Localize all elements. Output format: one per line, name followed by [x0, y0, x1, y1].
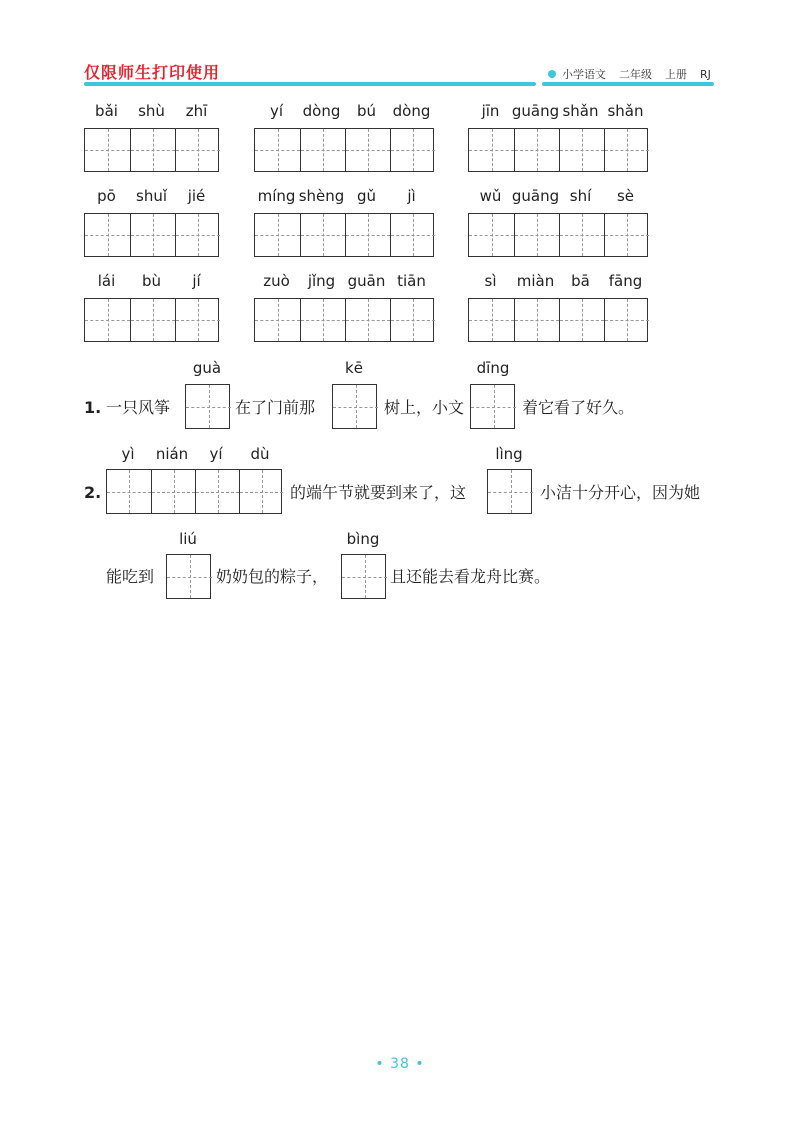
- cell-guide-horizontal: [176, 150, 220, 151]
- q2-text-5: 且还能去看龙舟比赛。: [390, 567, 551, 586]
- volume-label: 上册: [665, 68, 687, 81]
- cell-guide-horizontal: [515, 150, 559, 151]
- writing-cell[interactable]: [559, 129, 604, 171]
- cell-guide-horizontal: [515, 320, 559, 321]
- q1-text-3: 树上，小文: [384, 398, 465, 417]
- pinyin-label: zuò: [263, 272, 290, 290]
- pinyin-label: shí: [569, 187, 592, 205]
- writing-grid-r2-g2[interactable]: [254, 213, 434, 257]
- writing-cell[interactable]: [130, 129, 175, 171]
- pinyin-label: guān: [347, 272, 386, 290]
- writing-cell[interactable]: [130, 214, 175, 256]
- cell-guide-horizontal: [107, 492, 151, 493]
- cell-guide-horizontal: [131, 235, 175, 236]
- writing-cell[interactable]: [255, 129, 300, 171]
- pinyin-label: sè: [616, 187, 635, 205]
- q2-blank1-box[interactable]: [106, 469, 282, 514]
- q1-text-2: 在了门前那: [235, 398, 316, 417]
- q2-text-1: 的端午节就要到来了，这: [290, 483, 467, 502]
- pinyin-label: sì: [484, 272, 497, 290]
- cell-guide-horizontal: [131, 320, 175, 321]
- pinyin-label: jí: [192, 272, 201, 290]
- writing-cell[interactable]: [255, 214, 300, 256]
- writing-cell[interactable]: [604, 214, 649, 256]
- cell-guide-horizontal: [176, 320, 220, 321]
- cell-guide-horizontal: [560, 150, 604, 151]
- pinyin-label: jǐng: [307, 272, 336, 290]
- pinyin-label: jié: [187, 187, 206, 205]
- cell-guide-horizontal: [85, 150, 130, 151]
- q1-text-4: 着它看了好久。: [522, 398, 635, 417]
- writing-grid-r1-g2[interactable]: [254, 128, 434, 172]
- q1-blank3-pinyin: dīng: [476, 359, 510, 377]
- cell-guide-horizontal: [301, 320, 345, 321]
- q2-blank4-pinyin: bìng: [346, 530, 380, 548]
- cell-guide-horizontal: [391, 150, 435, 151]
- cell-guide-horizontal: [301, 235, 345, 236]
- q1-blank1-box[interactable]: [185, 384, 230, 429]
- writing-cell[interactable]: [239, 470, 283, 513]
- writing-cell[interactable]: [514, 214, 559, 256]
- cell-guide-horizontal: [152, 492, 195, 493]
- pinyin-label: bǎi: [95, 102, 118, 120]
- writing-cell[interactable]: [167, 555, 212, 598]
- pinyin-label: bā: [571, 272, 590, 290]
- q1-blank2-box[interactable]: [332, 384, 377, 429]
- pinyin-label: shù: [138, 102, 165, 120]
- cell-guide-horizontal: [346, 235, 390, 236]
- cell-guide-horizontal: [471, 407, 516, 408]
- cell-guide-horizontal: [469, 320, 514, 321]
- writing-cell[interactable]: [469, 214, 514, 256]
- writing-grid-r3-g1[interactable]: [84, 298, 219, 342]
- writing-cell[interactable]: [151, 470, 195, 513]
- pinyin-label: tiān: [397, 272, 426, 290]
- pinyin-label: zhī: [185, 102, 208, 120]
- writing-cell[interactable]: [300, 129, 345, 171]
- pinyin-label: pō: [97, 187, 116, 205]
- cell-guide-horizontal: [255, 235, 300, 236]
- writing-cell[interactable]: [186, 385, 231, 428]
- cell-guide-horizontal: [301, 150, 345, 151]
- cell-guide-horizontal: [469, 150, 514, 151]
- q1-blank1-pinyin: guà: [192, 359, 222, 377]
- cell-guide-horizontal: [196, 492, 239, 493]
- pinyin-label: míng: [257, 187, 296, 205]
- pinyin-label: bú: [356, 102, 377, 120]
- q2-text-3: 能吃到: [106, 567, 155, 586]
- q2-blank1-pinyin-2: nián: [155, 445, 189, 463]
- cell-guide-horizontal: [346, 150, 390, 151]
- pinyin-label: lái: [97, 272, 116, 290]
- q2-blank3-box[interactable]: [166, 554, 211, 599]
- pinyin-label: dòng: [302, 102, 341, 120]
- cell-guide-horizontal: [176, 235, 220, 236]
- cell-guide-horizontal: [131, 150, 175, 151]
- writing-cell[interactable]: [85, 214, 130, 256]
- writing-cell[interactable]: [342, 555, 387, 598]
- cell-guide-horizontal: [255, 150, 300, 151]
- pinyin-label: guāng: [511, 187, 560, 205]
- writing-cell[interactable]: [107, 470, 151, 513]
- header-bar-left: [84, 82, 536, 86]
- pinyin-label: jīn: [481, 102, 500, 120]
- cell-guide-horizontal: [342, 577, 387, 578]
- writing-grid-r3-g3[interactable]: [468, 298, 648, 342]
- writing-grid-r1-g3[interactable]: [468, 128, 648, 172]
- writing-cell[interactable]: [390, 129, 435, 171]
- cell-guide-horizontal: [515, 235, 559, 236]
- q2-blank3-pinyin: liú: [179, 530, 197, 548]
- cell-guide-horizontal: [240, 492, 283, 493]
- writing-cell[interactable]: [175, 299, 220, 341]
- q2-blank1-pinyin-1: yì: [121, 445, 135, 463]
- cell-guide-horizontal: [85, 320, 130, 321]
- q2-blank2-pinyin: lìng: [495, 445, 523, 463]
- q2-blank1-pinyin-3: yí: [209, 445, 223, 463]
- writing-cell[interactable]: [300, 299, 345, 341]
- page-number: • 38 •: [375, 1056, 425, 1072]
- q1-blank2-pinyin: kē: [345, 359, 363, 377]
- writing-cell[interactable]: [85, 129, 130, 171]
- header-watermark: 仅限师生打印使用: [84, 63, 221, 82]
- q2-blank1-pinyin-4: dù: [250, 445, 270, 463]
- pinyin-label: bù: [141, 272, 162, 290]
- q2-text-2: 小洁十分开心，因为她: [540, 483, 701, 502]
- pinyin-label: yí: [269, 102, 284, 120]
- writing-cell[interactable]: [469, 299, 514, 341]
- pinyin-label: wǔ: [479, 187, 502, 205]
- writing-cell[interactable]: [300, 214, 345, 256]
- writing-grid-r2-g1[interactable]: [84, 213, 219, 257]
- q2-text-4: 奶奶包的粽子，: [216, 567, 329, 586]
- writing-cell[interactable]: [471, 385, 516, 428]
- cell-guide-horizontal: [255, 320, 300, 321]
- pinyin-label: gǔ: [356, 187, 377, 205]
- cell-guide-horizontal: [488, 492, 533, 493]
- writing-cell[interactable]: [390, 214, 435, 256]
- writing-cell[interactable]: [604, 129, 649, 171]
- writing-cell[interactable]: [514, 299, 559, 341]
- writing-cell[interactable]: [345, 129, 390, 171]
- pinyin-label: shǎn: [607, 102, 644, 120]
- q1-number: 1.: [84, 398, 102, 417]
- q1-blank3-box[interactable]: [470, 384, 515, 429]
- writing-cell[interactable]: [390, 299, 435, 341]
- cell-guide-horizontal: [333, 407, 378, 408]
- writing-cell[interactable]: [175, 129, 220, 171]
- writing-cell[interactable]: [333, 385, 378, 428]
- pinyin-label: fāng: [608, 272, 643, 290]
- cell-guide-horizontal: [391, 235, 435, 236]
- subject-label: 小学语文: [562, 68, 606, 81]
- writing-grid-r2-g3[interactable]: [468, 213, 648, 257]
- writing-grid-r3-g2[interactable]: [254, 298, 434, 342]
- header-info: [548, 66, 711, 82]
- pinyin-label: shèng: [298, 187, 345, 205]
- pinyin-label: shǎn: [562, 102, 599, 120]
- cell-guide-horizontal: [605, 320, 649, 321]
- writing-cell[interactable]: [559, 299, 604, 341]
- header-bar-right: [542, 82, 714, 86]
- writing-grid-r1-g1[interactable]: [84, 128, 219, 172]
- pinyin-label: jì: [407, 187, 416, 205]
- cell-guide-horizontal: [391, 320, 435, 321]
- cell-guide-horizontal: [167, 577, 212, 578]
- cell-guide-horizontal: [346, 320, 390, 321]
- pinyin-label: dòng: [392, 102, 431, 120]
- writing-cell[interactable]: [130, 299, 175, 341]
- pinyin-label: shuǐ: [136, 187, 167, 205]
- cell-guide-horizontal: [605, 150, 649, 151]
- cell-guide-horizontal: [605, 235, 649, 236]
- writing-cell[interactable]: [255, 299, 300, 341]
- cell-guide-horizontal: [469, 235, 514, 236]
- q2-number: 2.: [84, 483, 102, 502]
- pinyin-label: miàn: [516, 272, 555, 290]
- edition-label: RJ: [700, 67, 711, 81]
- cell-guide-horizontal: [85, 235, 130, 236]
- writing-cell[interactable]: [175, 214, 220, 256]
- writing-cell[interactable]: [345, 299, 390, 341]
- writing-cell[interactable]: [469, 129, 514, 171]
- writing-cell[interactable]: [195, 470, 239, 513]
- writing-cell[interactable]: [488, 470, 533, 513]
- writing-cell[interactable]: [604, 299, 649, 341]
- writing-cell[interactable]: [345, 214, 390, 256]
- writing-cell[interactable]: [559, 214, 604, 256]
- cell-guide-horizontal: [560, 320, 604, 321]
- q2-blank4-box[interactable]: [341, 554, 386, 599]
- writing-cell[interactable]: [514, 129, 559, 171]
- bullet-dot-icon: [548, 70, 556, 78]
- cell-guide-horizontal: [186, 407, 231, 408]
- cell-guide-horizontal: [560, 235, 604, 236]
- grade-label: 二年级: [619, 68, 652, 81]
- pinyin-label: guāng: [511, 102, 560, 120]
- q1-text-1: 一只风筝: [106, 398, 171, 417]
- q2-blank2-box[interactable]: [487, 469, 532, 514]
- writing-cell[interactable]: [85, 299, 130, 341]
